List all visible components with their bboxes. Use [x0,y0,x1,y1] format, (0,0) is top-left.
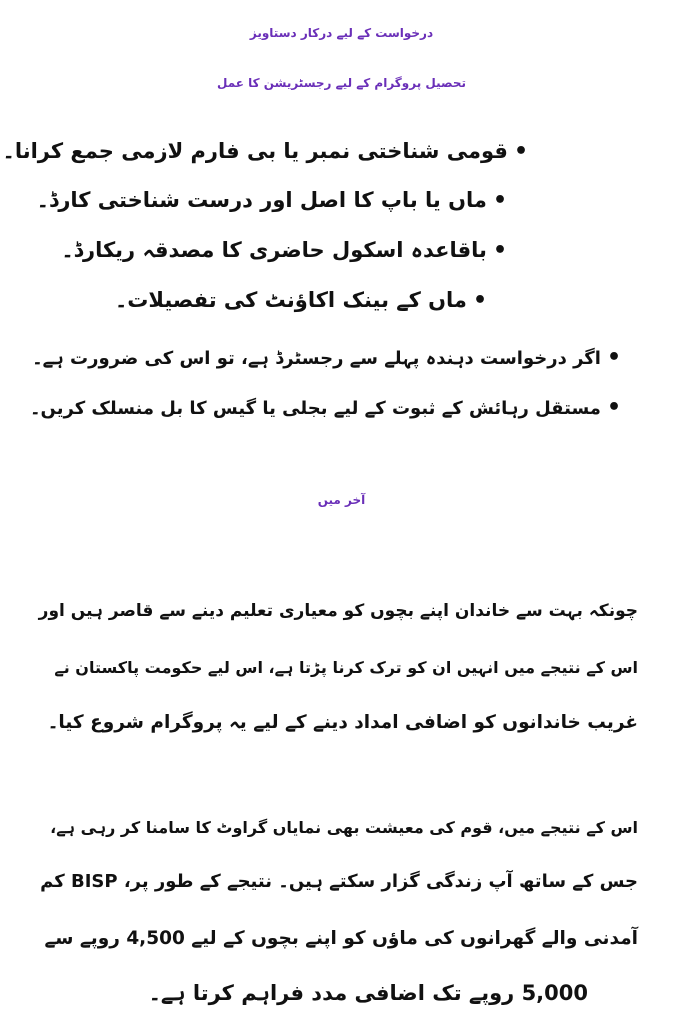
list-item-text: مستقل رہائش کے ثبوت کے لیے بجلی یا گیس کا بل منسلک کریں۔ [30,398,601,419]
bullet-icon: • [492,188,507,213]
paragraph-line: جس کے ساتھ آپ زندگی گزار سکتے ہیں۔ نتیجے کے طور پر، BISP کم [40,871,638,892]
bullet-icon: • [606,345,621,370]
list-item-text: ماں یا باپ کا اصل اور درست شناختی کارڈ۔ [36,188,487,212]
bullet-icon: • [472,288,487,313]
paragraph-line: اس کے نتیجے میں، قوم کی معیشت بھی نمایاں گراوٹ کا سامنا کر رہی ہے، [50,818,638,837]
list-item [61,235,507,266]
paragraph-line: 5,000 روپے تک اضافی مدد فراہم کرتا ہے۔ [148,981,588,1005]
conclusion-heading: آخر میں [317,493,366,507]
paragraph-line: اس کے نتیجے میں انہیں ان کو ترک کرنا پڑتا ہے، اس لیے حکومت پاکستان نے [54,658,638,677]
paragraph-line: چونکہ بہت سے خاندان اپنے بچوں کو معیاری تعلیم دینے سے قاصر ہیں اور [38,601,638,621]
list-item-text: ماں کے بینک اکاؤنٹ کی تفصیلات۔ [114,288,467,312]
documents-heading: درخواست کے لیے درکار دستاویز [249,26,434,40]
list-item [30,393,621,424]
paragraph-line: آمدنی والے گھرانوں کی ماؤں کو اپنے بچوں کے لیے 4,500 روپے سے [44,928,638,949]
list-item [32,343,621,374]
registration-heading: تحصیل پروگرام کے لیے رجسٹریشن کا عمل [217,76,466,90]
list-item-text: باقاعدہ اسکول حاضری کا مصدقہ ریکارڈ۔ [61,238,487,262]
list-item [115,285,487,316]
bullet-icon: • [492,238,507,263]
list-item-text: قومی شناختی نمبر یا بی فارم لازمی جمع کرانا۔ [2,139,508,163]
bullet-icon: • [606,395,621,420]
list-item [3,136,528,167]
bullet-icon: • [513,139,528,164]
list-item-text: اگر درخواست دہندہ پہلے سے رجسٹرڈ ہے، تو اس کی ضرورت ہے۔ [32,348,601,369]
paragraph-line: غریب خاندانوں کو اضافی امداد دینے کے لیے یہ پروگرام شروع کیا۔ [47,712,638,733]
list-item [37,185,507,216]
